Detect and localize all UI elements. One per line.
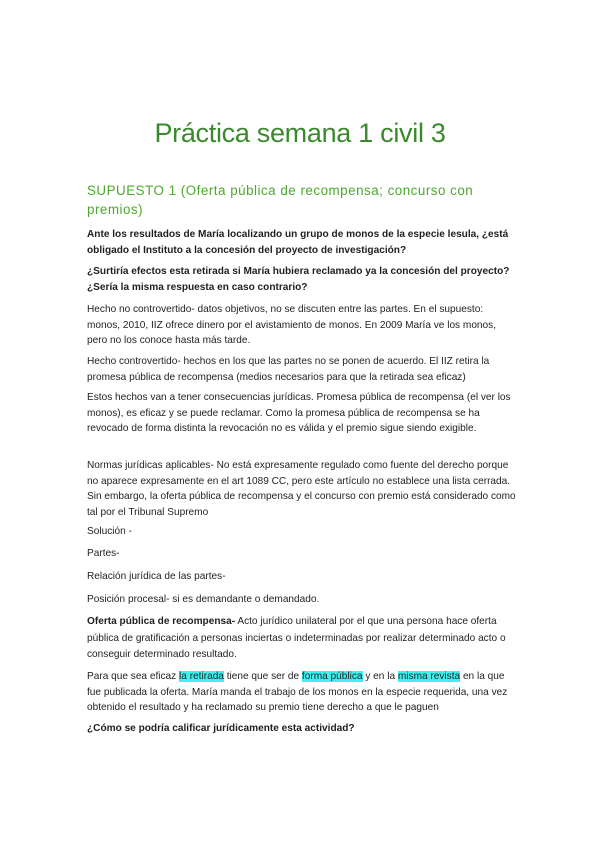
oferta-text: Acto jurídico unilateral por el que una persona hace oferta pública de gratificación a personas inciertas o indeterminadas por realizar determinado acto o conseguir determinado resultado.	[87, 616, 506, 660]
highlight-la-retirada: la retirada	[179, 671, 224, 682]
paragraph-normas: Normas jurídicas aplicables- No está expresamente regulado como fuente del derecho porque no aparece expresamente en el art 1089 CC, pero este artículo no establece una lista cerrada. Sin embargo, la oferta pública de recompensa y el concurso con premio está considerado como tal por el Tribunal Supremo	[87, 460, 516, 518]
question-1: Ante los resultados de María localizando un grupo de monos de la especie lesula, ¿está obligado el Instituto a la concesión del proyecto de investigación?	[87, 229, 509, 256]
eficaz-text-1: Para que sea eficaz	[87, 671, 180, 682]
posicion-line: Posición procesal- si es demandante o demandado.	[87, 594, 320, 605]
eficaz-text-3: y en la	[362, 671, 398, 682]
paragraph-oferta-publica	[87, 614, 519, 664]
highlight-forma-publica: forma pública	[301, 671, 363, 682]
eficaz-text-4: en la que fue publicada la oferta. María manda el trabajo de los monos en la especie requerida, una vez obtenido el resultado y ha reclamado su premio tiene derecho a que le paguen	[87, 671, 508, 714]
eficaz-text-2: tiene que ser de	[223, 671, 302, 682]
paragraph-hecho-controvertido: Hecho controvertido- hechos en los que las partes no se ponen de acuerdo. El IIZ retira la promesa pública de recompensa (medios necesarios para que la retirada sea eficaz)	[87, 356, 490, 383]
question-3: ¿Cómo se podría calificar jurídicamente esta actividad?	[87, 723, 355, 734]
highlight-misma-revista: misma revista	[397, 671, 461, 682]
document-title: Práctica semana 1 civil 3	[154, 118, 446, 148]
section-heading: SUPUESTO 1 (Oferta pública de recompensa; concurso con premios)	[87, 183, 474, 217]
partes-line: Partes-	[87, 548, 120, 559]
paragraph-consecuencias: Estos hechos van a tener consecuencias jurídicas. Promesa pública de recompensa (el ver los monos), es eficaz y se puede reclamar. Como la promesa pública de recompensa se ha revocado de forma distinta la revocación no es válida y el premio sigue siendo exigible.	[87, 392, 511, 435]
oferta-label: Oferta pública de recompensa-	[87, 616, 236, 627]
question-2: ¿Surtiría efectos esta retirada si María hubiera reclamado ya la concesión del proyecto? ¿Sería la misma respuesta en caso contrario?	[87, 266, 510, 293]
solucion-line: Solución -	[87, 526, 132, 537]
relacion-line: Relación jurídica de las partes-	[87, 571, 226, 582]
paragraph-eficaz	[87, 669, 519, 716]
paragraph-hecho-no-controvertido: Hecho no controvertido- datos objetivos, no se discuten entre las partes. En el supuesto: monos, 2010, IIZ ofrece dinero por el avistamiento de monos. En 2009 María ve los monos, pero no los conoce hasta más tarde.	[87, 304, 497, 347]
